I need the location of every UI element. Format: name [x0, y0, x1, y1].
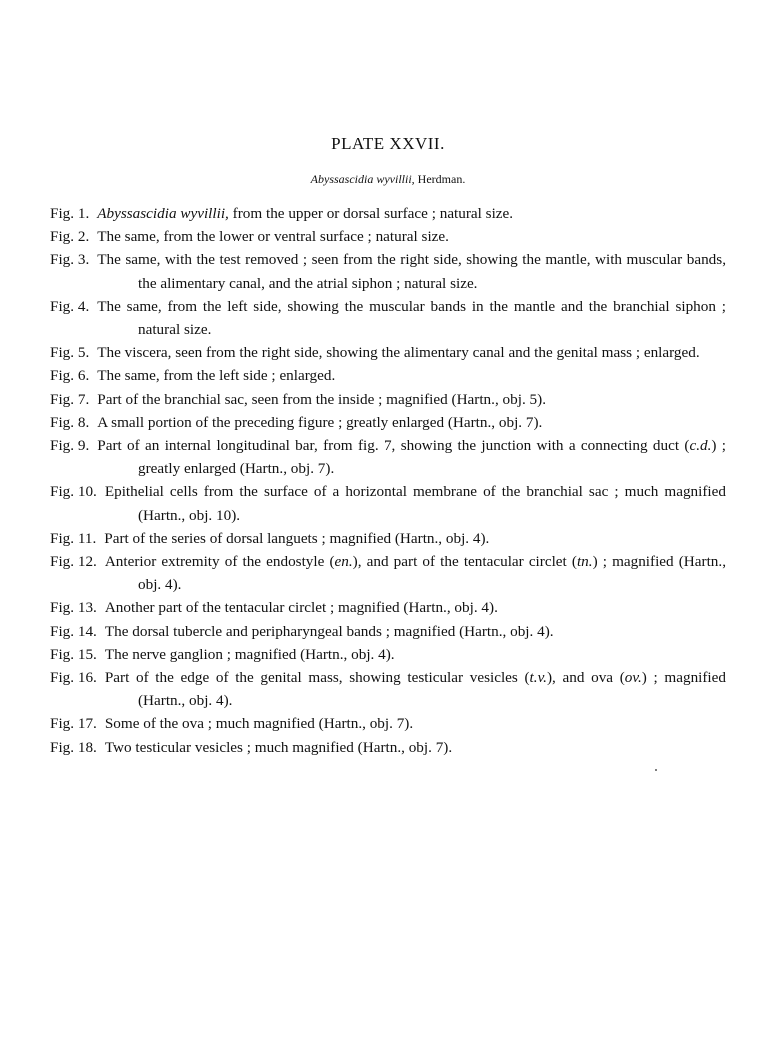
- figure-description: [97, 248, 726, 294]
- figure-number: Fig. 3.: [50, 251, 90, 269]
- figure-description: [104, 620, 726, 643]
- subtitle-species: Abyssascidia wyvillii,: [310, 172, 415, 186]
- figure-description: [97, 434, 727, 480]
- plate-title: PLATE XXVII.: [331, 134, 445, 153]
- figure-description: [104, 712, 726, 735]
- figure-number: Fig. 2.: [50, 228, 90, 246]
- italic-term: t.v.: [529, 669, 547, 687]
- italic-term: tn.: [576, 553, 593, 571]
- figure-number: Fig. 10.: [50, 483, 97, 501]
- caption-text: Some of the ova ; much magnified (Hartn., obj. 7).: [104, 715, 414, 733]
- figure-description: [97, 364, 726, 387]
- caption-text: ) ; magnified (Hartn., obj. 4).: [138, 553, 726, 594]
- figure-caption: [50, 666, 726, 712]
- italic-term: Abyssascidia wyvillii,: [97, 205, 229, 222]
- italic-term: c.d.: [689, 437, 712, 455]
- figure-description: [97, 295, 726, 341]
- caption-text: ), and ova (: [546, 669, 625, 687]
- caption-text: Part of the edge of the genital mass, showing testicular vesicles (: [104, 669, 530, 687]
- figure-description: [104, 596, 726, 619]
- figure-number: Fig. 6.: [50, 367, 90, 385]
- figure-number: Fig. 7.: [50, 390, 90, 408]
- figure-caption: [50, 480, 726, 526]
- figure-caption: [50, 736, 726, 759]
- caption-text: Epithelial cells from the surface of a horizontal membrane of the branchial sac ; much magnified (Hartn., obj. 10).: [104, 483, 726, 524]
- figure-number: Fig. 14.: [50, 622, 97, 640]
- figure-description: [97, 411, 726, 434]
- figure-caption: [50, 434, 726, 480]
- figure-number: Fig. 1.: [50, 205, 90, 222]
- italic-term: en.: [334, 553, 353, 571]
- figure-caption: [50, 550, 726, 596]
- print-speck: [655, 769, 657, 771]
- figure-caption: [50, 388, 726, 411]
- figure-number: Fig. 9.: [50, 437, 90, 455]
- figure-description: [104, 643, 726, 666]
- figure-description: [104, 736, 726, 759]
- figure-caption: [50, 620, 726, 643]
- caption-text: ) ; greatly enlarged (Hartn., obj. 7).: [138, 437, 727, 478]
- caption-text: ) ; magnified (Hartn., obj. 4).: [138, 669, 726, 710]
- plate-subtitle: [0, 172, 776, 187]
- figure-caption: [50, 341, 726, 364]
- figure-number: Fig. 15.: [50, 645, 97, 663]
- figure-caption: [50, 596, 726, 619]
- figure-number: Fig. 8.: [50, 413, 90, 431]
- figure-description: [104, 666, 726, 712]
- figure-number: Fig. 16.: [50, 669, 97, 687]
- figure-number: Fig. 5.: [50, 344, 90, 362]
- figure-caption: [50, 248, 726, 294]
- caption-text: The same, from the left side, showing the muscular bands in the mantle and the branchial siphon ; natural size.: [97, 297, 726, 339]
- caption-text: Part of an internal longitudinal bar, from fig. 7, showing the junction with a connecting duct (: [97, 437, 690, 455]
- caption-text: Another part of the tentacular circlet ; magnified (Hartn., obj. 4).: [104, 599, 498, 617]
- figure-caption: [50, 643, 726, 666]
- caption-text: The dorsal tubercle and peripharyngeal bands ; magnified (Hartn., obj. 4).: [104, 622, 554, 640]
- caption-text: Two testicular vesicles ; much magnified (Hartn., obj. 7).: [104, 738, 453, 756]
- caption-text: Anterior extremity of the endostyle (: [104, 553, 335, 571]
- figure-caption: [50, 527, 726, 550]
- caption-text: Part of the series of dorsal languets ; magnified (Hartn., obj. 4).: [104, 529, 490, 547]
- caption-text: The viscera, seen from the right side, showing the alimentary canal and the genital mass ; enlarged.: [97, 344, 700, 362]
- figure-caption: [50, 202, 726, 225]
- figure-description: [104, 527, 726, 550]
- caption-text: The same, from the left side ; enlarged.: [97, 367, 336, 385]
- subtitle-author: Herdman.: [417, 172, 466, 186]
- figure-number: Fig. 11.: [50, 529, 97, 547]
- figure-description: [97, 388, 726, 411]
- caption-text: Part of the branchial sac, seen from the inside ; magnified (Hartn., obj. 5).: [97, 390, 546, 408]
- figure-description: [104, 550, 726, 596]
- caption-text: from the upper or dorsal surface ; natural size.: [228, 205, 514, 222]
- figure-description: [97, 225, 726, 248]
- figure-number: Fig. 17.: [50, 715, 97, 733]
- figure-number: Fig. 4.: [50, 297, 90, 315]
- figure-caption: [50, 364, 726, 387]
- caption-text: The same, with the test removed ; seen from the right side, showing the mantle, with muscular bands, the alimentary canal, and the atrial siphon ; natural size.: [97, 251, 726, 292]
- figure-description: [97, 341, 726, 364]
- figure-description: [97, 202, 726, 225]
- figure-number: Fig. 12.: [50, 553, 97, 571]
- figure-list: [50, 202, 726, 759]
- figure-caption: [50, 295, 726, 341]
- figure-number: Fig. 13.: [50, 599, 97, 617]
- figure-caption: [50, 712, 726, 735]
- italic-term: ov.: [624, 669, 642, 687]
- caption-text: The same, from the lower or ventral surface ; natural size.: [97, 228, 449, 246]
- figure-caption: [50, 225, 726, 248]
- caption-text: ), and part of the tentacular circlet (: [352, 553, 577, 571]
- caption-text: The nerve ganglion ; magnified (Hartn., obj. 4).: [104, 645, 395, 663]
- figure-description: [104, 480, 726, 526]
- figure-caption: [50, 411, 726, 434]
- figure-number: Fig. 18.: [50, 738, 97, 756]
- caption-text: A small portion of the preceding figure ; greatly enlarged (Hartn., obj. 7).: [97, 413, 543, 431]
